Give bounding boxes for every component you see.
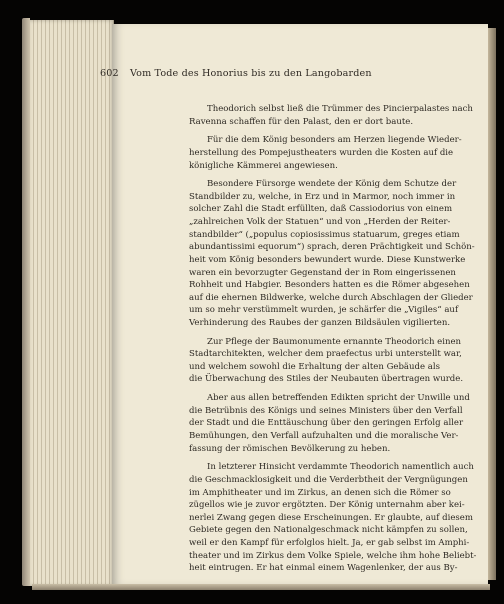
text-line: Besondere Fürsorge wendete der König dem Schutze der [207,179,457,190]
text-line: nerlei Zwang gegen diese Erscheinungen. Er glaubte, auf diesem [189,512,473,523]
book-spine-edge [22,18,30,586]
paragraph [189,392,470,455]
paragraph [189,134,462,172]
facing-page-edge [488,28,496,580]
text-line: die Geschmacklosigkeit und die Verderbtheit der Vergnügungen [189,474,468,485]
text-line: Bemühungen, den Verfall aufzuhalten und die moralische Ver- [189,431,459,441]
text-line: fassung der römischen Bevölkerung zu heben. [189,443,391,454]
text-line: solcher Zahl die Stadt erfüllten, daß Cassiodorius von einem [189,204,453,215]
text-line: Standbilder zu, welche, in Erz und in Marmor, noch immer in [189,191,456,202]
text-line: im Amphitheater und im Zirkus, an denen sich die Römer so [189,487,451,498]
text-line: die Betrübnis des Königs und seines Ministers über den Verfall [189,405,463,416]
text-line: auf die ehernen Bildwerke, welche durch Abschlagen der Glieder [189,292,473,303]
text-line: waren ein bevorzugter Gegenstand der in Rom eingerissenen [189,267,456,278]
text-line: um so mehr verstümmelt wurden, je schärfer die „Vigiles“ auf [189,305,459,316]
text-line: Theodorich selbst ließ die Trümmer des Pincierpalastes nach [207,104,473,114]
text-line: Gebiete gegen den Nationalgeschmack nicht kämpfen zu sollen, [189,525,468,536]
text-line: Für die dem König besonders am Herzen liegende Wieder- [207,135,462,146]
text-line: Stadtarchitekten, welcher dem praefectus urbi unterstellt war, [189,349,462,360]
text-line: königliche Kämmerei angewiesen. [189,160,338,171]
text-line: theater und im Zirkus dem Volke Spiele, welche ihm hohe Beliebt- [189,550,477,561]
text-line: weil er den Kampf für erfolglos hielt. Ja, er gab selbst im Amphi- [189,537,470,548]
page-stack-edge [30,20,114,586]
page-number: 602 [100,68,119,79]
text-line: der Stadt und die Enttäuschung über den geringen Erfolg aller [189,418,464,429]
text-line: „zahlreichen Volk der Statuen“ und von „Herden der Reiter- [189,217,451,228]
text-line: Zur Pflege der Baumonumente ernannte Theodorich einen [207,336,462,347]
body-text [189,103,477,581]
text-line: die Überwachung des Stiles der Neubauten übertragen wurde. [189,374,464,385]
text-line: heit vom König besonders bewundert wurde. Diese Kunstwerke [189,254,466,265]
text-line: standbilder“ („populus copiosissimus statuarum, greges etiam [189,229,460,240]
text-line: In letzterer Hinsicht verdammte Theodorich namentlich auch [207,462,474,473]
running-title: Vom Tode des Honorius bis zu den Langobarden [129,68,372,79]
paragraph [189,461,477,574]
running-header [100,68,430,84]
text-line: Ravenna schaffen für den Palast, den er dort baute. [189,116,414,127]
paragraph [189,103,473,128]
text-line: herstellung des Pompejustheaters wurden die Kosten auf die [189,147,454,158]
book-bottom-edge [32,584,490,590]
paragraph [189,336,464,386]
text-line: Verhinderung des Raubes der ganzen Bildsäulen vigilierten. [189,317,451,328]
text-line: heit eintrugen. Er hat einmal einem Wagenlenker, der aus By- [189,563,458,574]
paragraph [189,178,475,329]
text-line: abundantissimi equorum“) sprach, deren Prächtigkeit und Schön- [189,242,475,253]
text-line: und welchem sowohl die Erhaltung der alten Gebäude als [189,361,440,372]
text-line: Aber aus allen betreffenden Edikten spricht der Unwille und [207,393,470,404]
text-line: zügellos wie je zuvor ergötzten. Der König unternahm aber kei- [189,500,465,511]
text-line: Rohheit und Habgier. Besonders hatten es die Römer abgesehen [189,280,470,291]
